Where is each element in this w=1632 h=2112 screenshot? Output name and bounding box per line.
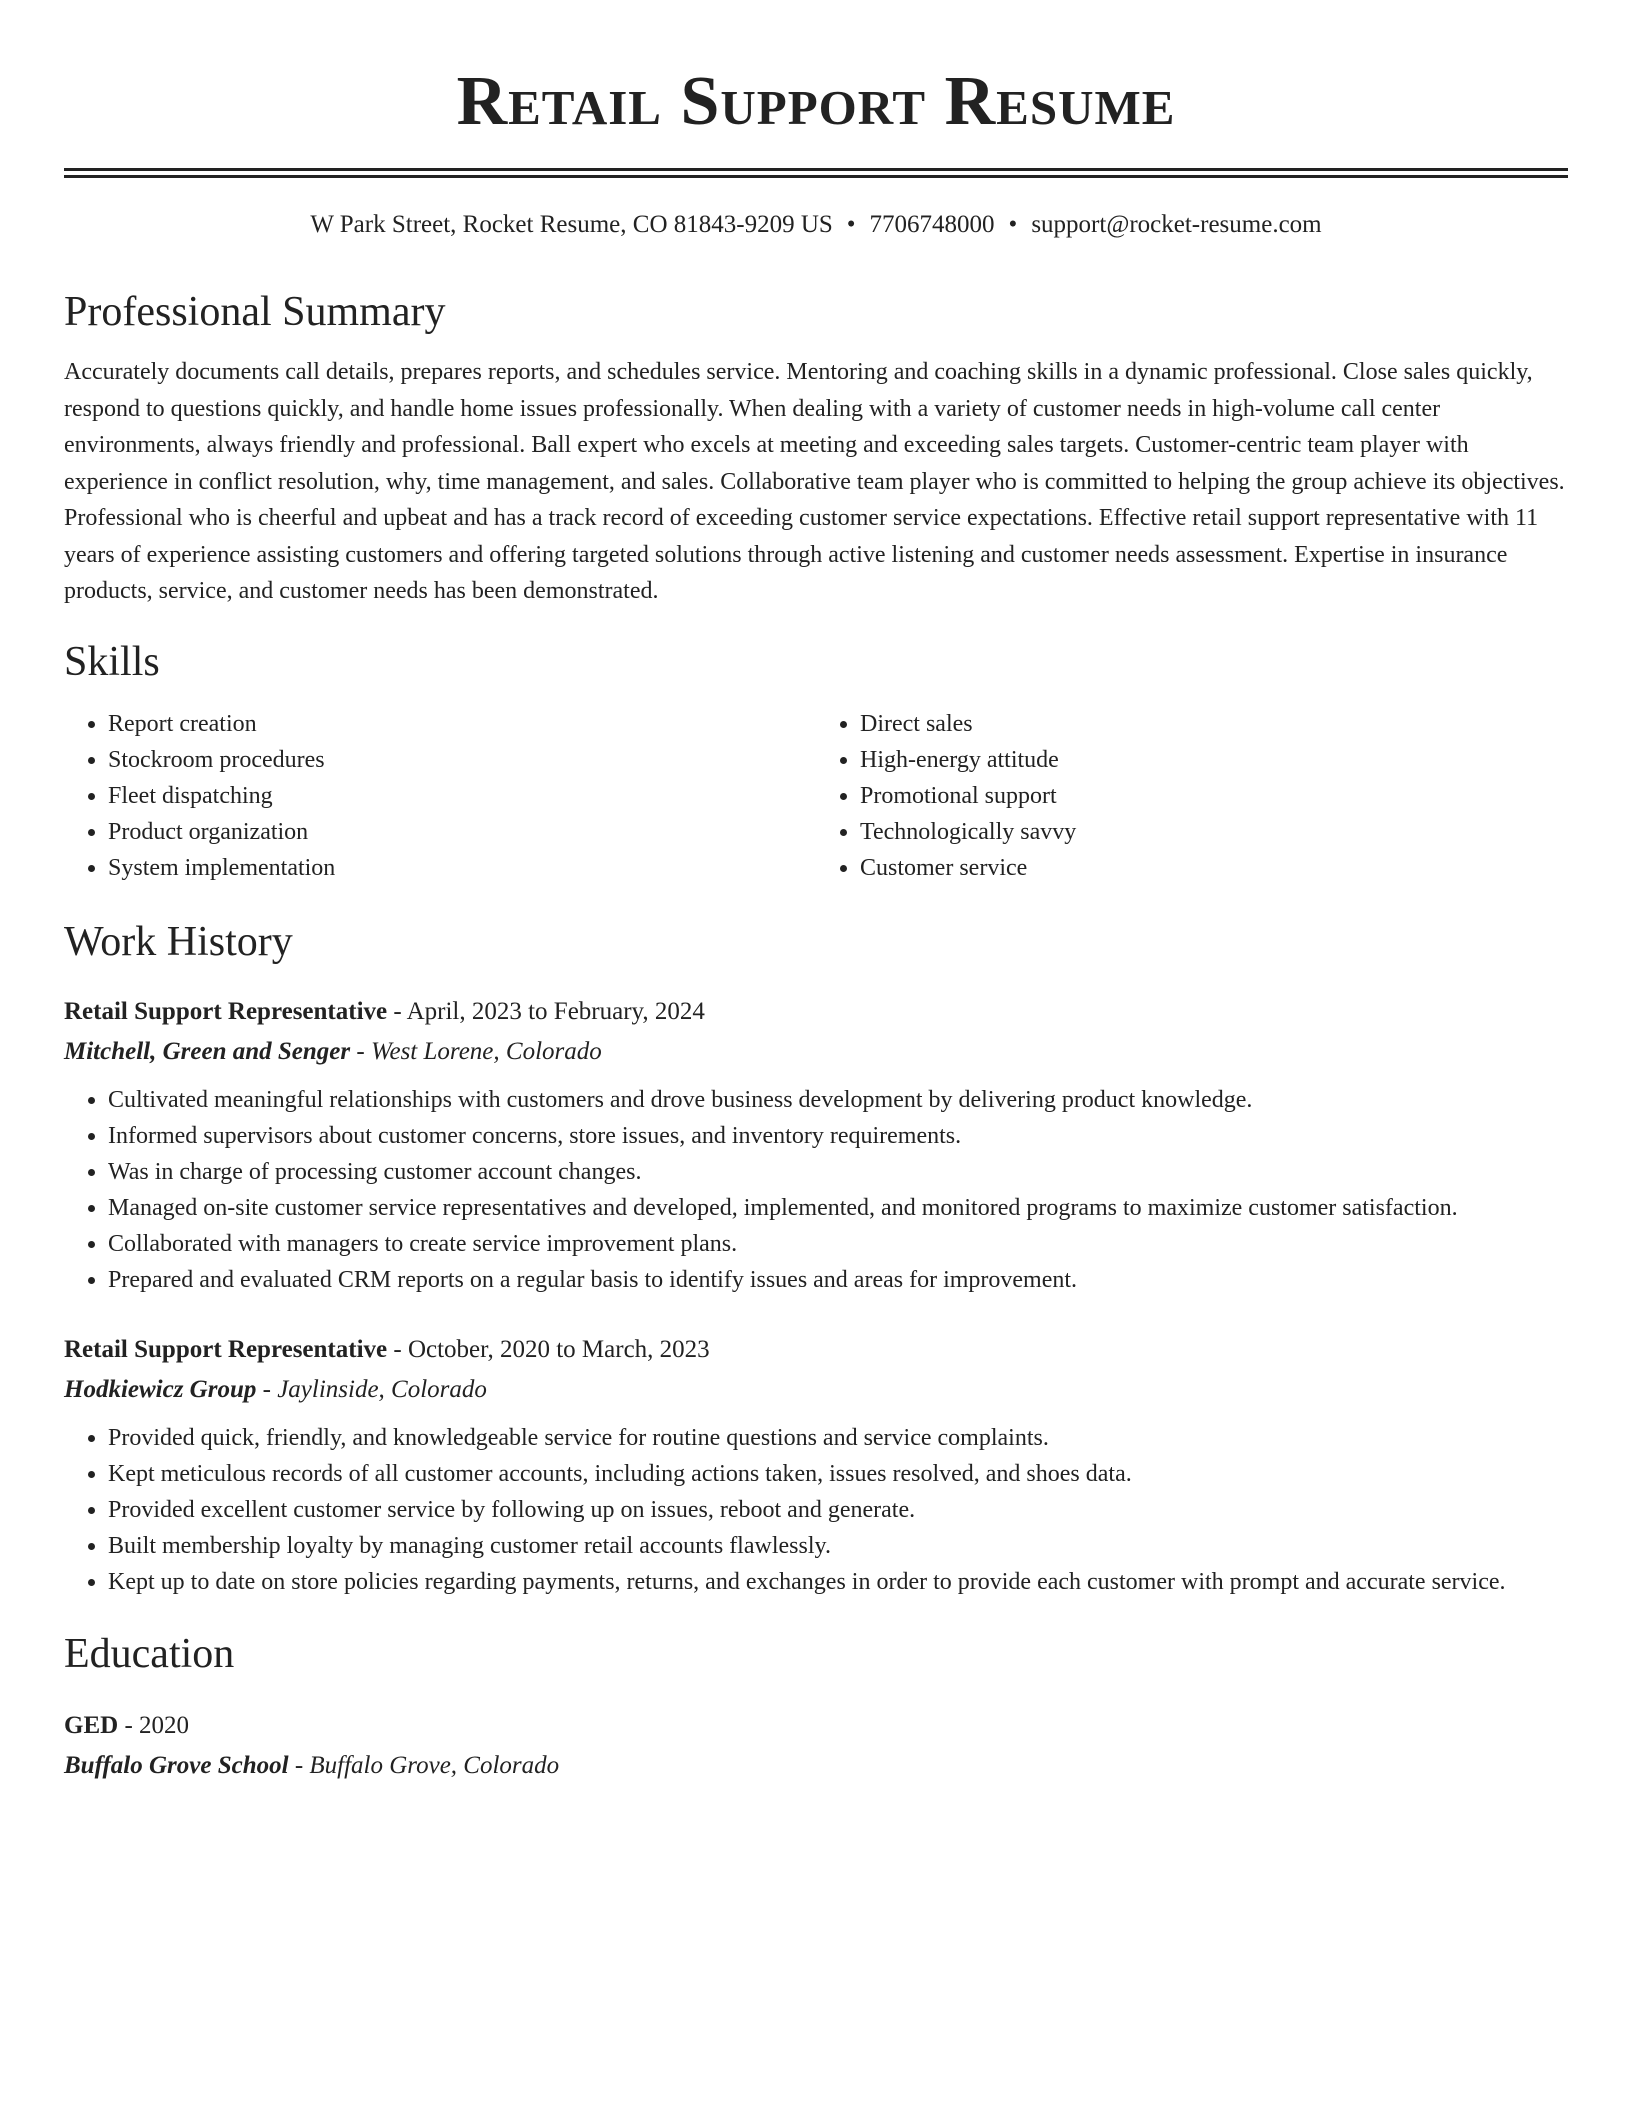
job-company-line	[64, 1370, 1568, 1410]
job-bullets	[64, 1420, 1568, 1600]
job-bullet: • Managed on-site customer service representatives and developed, implemented, and monitored programs to maximize customer satisfaction.	[108, 1190, 1568, 1226]
work-history-heading: Work History	[64, 918, 293, 965]
education-year: - 2020	[118, 1711, 190, 1739]
job-header	[64, 1330, 1568, 1370]
job-bullet: • Kept up to date on store policies regarding payments, returns, and exchanges in order to provide each customer with prompt and accurate service.	[108, 1564, 1568, 1600]
title-divider	[64, 168, 1568, 178]
job-dates: - October, 2020 to March, 2023	[387, 1335, 710, 1363]
resume-title: Retail Support Resume	[456, 63, 1176, 140]
job-entry	[64, 992, 1568, 1298]
skills-heading: Skills	[64, 638, 160, 685]
skill-item: • Technologically savvy	[860, 814, 1568, 850]
job-bullet: • Cultivated meaningful relationships with customers and drove business development by delivering product knowledge.	[108, 1082, 1568, 1118]
skill-item: • Product organization	[108, 814, 816, 850]
job-role: Retail Support Representative	[64, 997, 388, 1025]
job-location: - West Lorene, Colorado	[350, 1037, 602, 1065]
skills-column-left	[64, 706, 816, 886]
job-header	[64, 992, 1568, 1032]
skill-item: • Fleet dispatching	[108, 778, 816, 814]
job-dates: - April, 2023 to February, 2024	[387, 997, 705, 1025]
skill-item: • Stockroom procedures	[108, 742, 816, 778]
job-company: Hodkiewicz Group	[64, 1375, 257, 1403]
contact-address: W Park Street, Rocket Resume, CO 81843-9209 US	[310, 211, 833, 238]
contact-email: support@rocket-resume.com	[1031, 211, 1322, 238]
contact-line	[64, 208, 1568, 242]
summary-text: Accurately documents call details, prepares reports, and schedules service. Mentoring and coaching skills in a dynamic professional. Close sales quickly, respond to questions quickly, and handle home issues professionally. When dealing with a variety of customer needs in high-volume call center environments, always friendly and professional. Ball expert who excels at meeting and exceeding sales targets. Customer-centric team player with experience in conflict resolution, why, time management, and sales. Collaborative team player who is committed to helping the group achieve its objectives. Professional who is cheerful and upbeat and has a track record of exceeding customer service expectations. Effective retail support representative with 11 years of experience assisting customers and offering targeted solutions through active listening and customer needs assessment. Expertise in insurance products, service, and customer needs has been demonstrated.	[64, 359, 1565, 604]
job-bullet: • Built membership loyalty by managing customer retail accounts flawlessly.	[108, 1528, 1568, 1564]
job-company-line	[64, 1032, 1568, 1072]
job-bullet: • Provided excellent customer service by following up on issues, reboot and generate.	[108, 1492, 1568, 1528]
job-bullet: • Informed supervisors about customer concerns, store issues, and inventory requirements.	[108, 1118, 1568, 1154]
job-entry	[64, 1330, 1568, 1600]
education-location: - Buffalo Grove, Colorado	[288, 1751, 560, 1779]
education-degree: GED	[64, 1711, 119, 1739]
job-role: Retail Support Representative	[64, 1335, 388, 1363]
education-school-line	[64, 1746, 1568, 1786]
job-bullet: • Prepared and evaluated CRM reports on a regular basis to identify issues and areas for improvement.	[108, 1262, 1568, 1298]
job-location: - Jaylinside, Colorado	[256, 1375, 487, 1403]
education-school: Buffalo Grove School	[64, 1751, 289, 1779]
job-bullet: • Kept meticulous records of all customer accounts, including actions taken, issues resolved, and shoes data.	[108, 1456, 1568, 1492]
skill-item: • Promotional support	[860, 778, 1568, 814]
education-degree-line	[64, 1706, 1568, 1746]
education-heading: Education	[64, 1630, 235, 1677]
skill-item: • System implementation	[108, 850, 816, 886]
skills-list	[64, 706, 1568, 886]
job-company: Mitchell, Green and Senger	[64, 1037, 351, 1065]
contact-phone: 7706748000	[869, 211, 995, 238]
summary-heading: Professional Summary	[64, 289, 446, 335]
education-entry	[64, 1706, 1568, 1786]
job-bullet: • Provided quick, friendly, and knowledgeable service for routine questions and service complaints.	[108, 1420, 1568, 1456]
skill-item: • Direct sales	[860, 706, 1568, 742]
skills-column-right	[816, 706, 1568, 886]
job-bullets	[64, 1082, 1568, 1298]
contact-separator: •	[1008, 211, 1018, 238]
contact-separator: •	[846, 211, 856, 238]
job-bullet: • Was in charge of processing customer account changes.	[108, 1154, 1568, 1190]
skill-item: • High-energy attitude	[860, 742, 1568, 778]
skill-item: • Report creation	[108, 706, 816, 742]
skill-item: • Customer service	[860, 850, 1568, 886]
job-bullet: • Collaborated with managers to create service improvement plans.	[108, 1226, 1568, 1262]
